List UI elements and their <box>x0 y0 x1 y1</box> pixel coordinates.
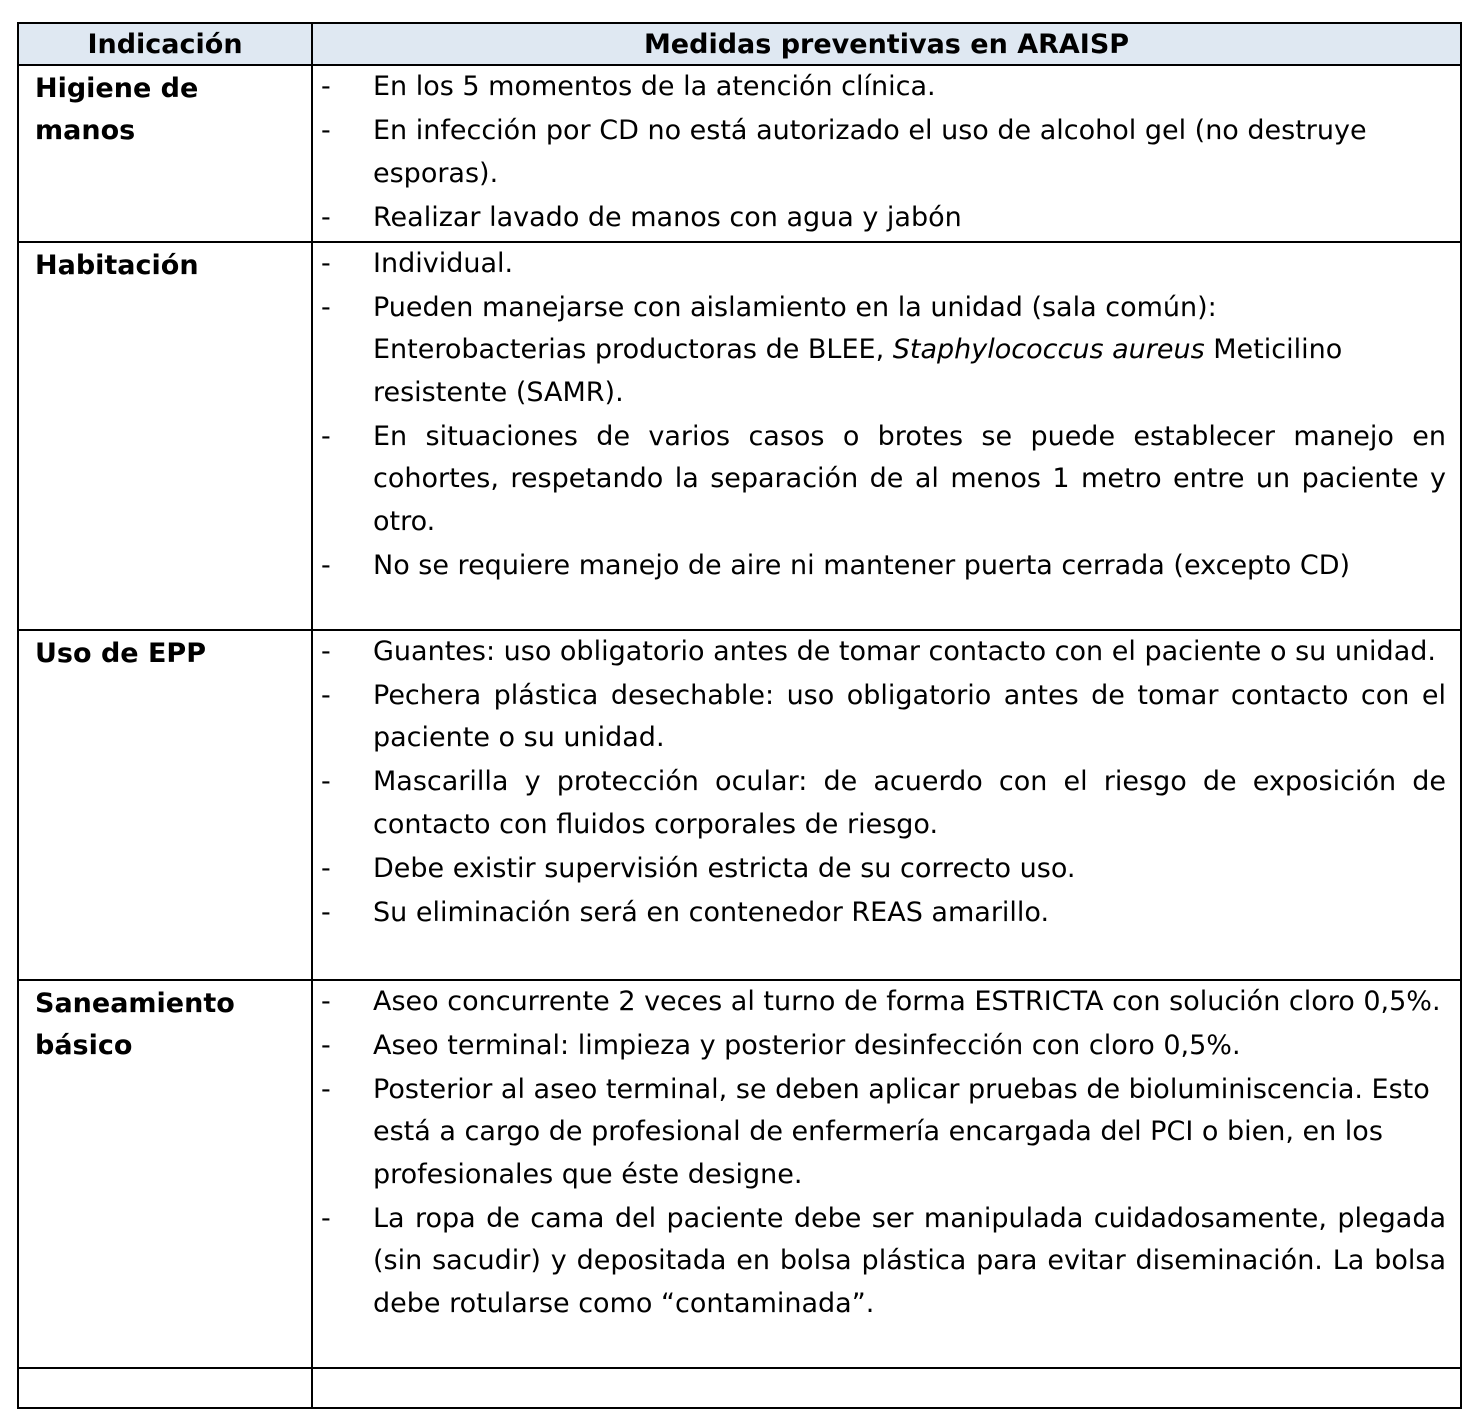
row-label-saneamiento: Saneamiento básico <box>18 980 312 1368</box>
bullet: - <box>321 985 331 1017</box>
list-item <box>313 1025 1446 1068</box>
item-text-part: Meticilino resistente (SAMR). <box>373 334 1343 408</box>
bullet: - <box>321 852 331 884</box>
item-text: En infección por CD no está autorizado el uso de alcohol gel (no destruye esporas). <box>373 115 1367 189</box>
list-item <box>313 892 1446 935</box>
bullet: - <box>321 549 331 581</box>
item-text: La ropa de cama del paciente debe ser manipulada cuidadosamente, plegada (sin sacudir) y depositada en bolsa plástica para evitar diseminación. La bolsa debe rotularse como “contaminada”. <box>373 1202 1446 1319</box>
item-text: Aseo concurrente 2 veces al turno de forma ESTRICTA con solución cloro 0,5%. <box>373 985 1441 1017</box>
item-text: Guantes: uso obligatorio antes de tomar contacto con el paciente o su unidad. <box>373 635 1436 667</box>
preventive-measures-table <box>17 22 1462 1409</box>
bullet: - <box>321 1029 331 1061</box>
item-text: Debe existir supervisión estricta de su correcto uso. <box>373 852 1076 884</box>
table-row-partial <box>18 1368 1461 1408</box>
table-header-row <box>18 23 1461 65</box>
list-item <box>313 848 1446 891</box>
item-text: Aseo terminal: limpieza y posterior desinfección con cloro 0,5%. <box>373 1029 1241 1061</box>
bullet: - <box>321 291 331 323</box>
item-text: Individual. <box>373 247 514 279</box>
bullet: - <box>321 1202 331 1234</box>
bullet: - <box>321 201 331 233</box>
row-label-higiene: Higiene de manos <box>18 65 312 242</box>
item-text: No se requiere manejo de aire ni mantener puerta cerrada (excepto CD) <box>373 549 1351 581</box>
list-item <box>313 1198 1446 1326</box>
row-items <box>312 65 1461 242</box>
bullet: - <box>321 247 331 279</box>
row-items <box>312 242 1461 630</box>
item-text: Su eliminación será en contenedor REAS amarillo. <box>373 896 1050 928</box>
bullet: - <box>321 766 331 797</box>
header-medidas: Medidas preventivas en ARAISP <box>312 23 1461 65</box>
list-item <box>313 197 1446 240</box>
item-text-part: Pueden manejarse con aislamiento en la unidad (sala común): Enterobacterias productoras de BLEE, <box>373 291 1217 365</box>
bullet: - <box>321 635 331 667</box>
item-text: En los 5 momentos de la atención clínica. <box>373 71 936 102</box>
list-item <box>313 416 1446 544</box>
bullet: - <box>321 679 331 711</box>
list-item <box>313 675 1446 760</box>
item-text <box>373 287 1446 415</box>
list-item <box>313 981 1446 1024</box>
item-text: Mascarilla y protección ocular: de acuerdo con el riesgo de exposición de contacto con fluidos corporales de riesgo. <box>373 766 1446 840</box>
bullet: - <box>321 71 331 102</box>
table-row <box>18 242 1461 630</box>
list-item <box>313 761 1446 846</box>
row-label-habitacion: Habitación <box>18 242 312 630</box>
row-label-cut-off <box>18 1368 312 1408</box>
item-text: En situaciones de varios casos o brotes se puede establecer manejo en cohortes, respetando la separación de al menos 1 metro entre un paciente y otro. <box>373 420 1446 537</box>
table-row <box>18 65 1461 242</box>
row-items <box>312 630 1461 980</box>
item-text: Realizar lavado de manos con agua y jabón <box>373 201 962 233</box>
row-items-cut-off <box>312 1368 1461 1408</box>
list-item <box>313 287 1446 415</box>
species-name: Staphylococcus aureus <box>892 334 1205 365</box>
list-item <box>313 631 1446 674</box>
header-indicacion: Indicación <box>18 23 312 65</box>
bullet: - <box>321 896 331 928</box>
row-items <box>312 980 1461 1368</box>
item-text: Pechera plástica desechable: uso obligatorio antes de tomar contacto con el paciente o su unidad. <box>373 679 1446 753</box>
list-item <box>313 66 1446 109</box>
list-item <box>313 545 1446 588</box>
list-item <box>313 1069 1446 1197</box>
table-row <box>18 630 1461 980</box>
list-item <box>313 243 1446 286</box>
item-text: Posterior al aseo terminal, se deben aplicar pruebas de bioluminiscencia. Esto está a cargo de profesional de enfermería encargada del PCI o bien, en los profesionales que éste designe. <box>373 1073 1430 1190</box>
bullet: - <box>321 115 331 146</box>
row-label-epp: Uso de EPP <box>18 630 312 980</box>
table-row <box>18 980 1461 1368</box>
bullet: - <box>321 1073 331 1105</box>
bullet: - <box>321 420 331 452</box>
list-item <box>313 110 1446 195</box>
